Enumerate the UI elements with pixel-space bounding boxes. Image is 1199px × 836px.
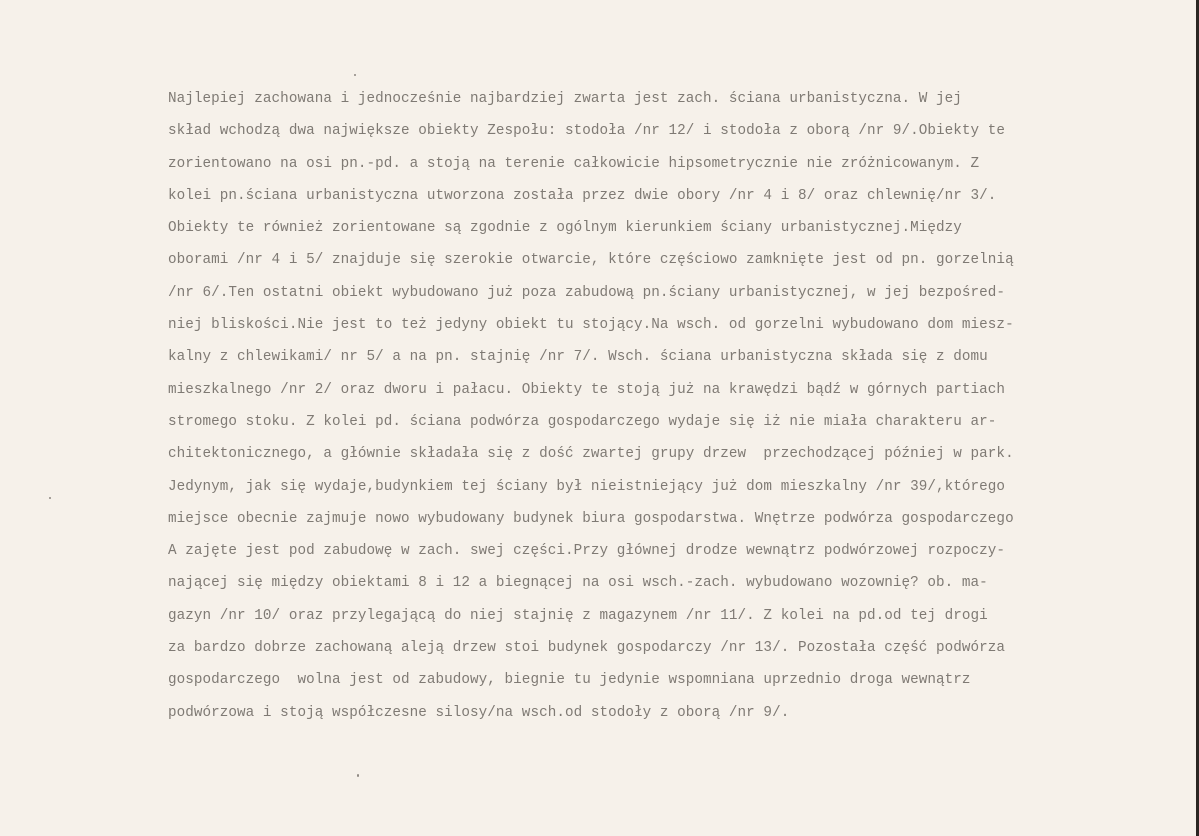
text-line: chitektonicznego, a głównie składała się z dość zwartej grupy drzew przechodzącej później w park. (168, 446, 1014, 463)
text-line: niej bliskości.Nie jest to też jedyny obiekt tu stojący.Na wsch. od gorzelni wybudowano dom miesz- (168, 317, 1014, 334)
text-line: zorientowano na osi pn.-pd. a stoją na terenie całkowicie hipsometrycznie nie zróżnicowanym. Z (168, 155, 980, 172)
text-line: kalny z chlewikami/ nr 5/ a na pn. stajnię /nr 7/. Wsch. ściana urbanistyczna składa się z domu (168, 349, 988, 366)
text-line: podwórzowa i stoją współczesne silosy/na wsch.od stodoły z oborą /nr 9/. (168, 704, 790, 721)
text-line: Najlepiej zachowana i jednocześnie najbardziej zwarta jest zach. ściana urbanistyczna. W jej (168, 91, 962, 107)
text-line: /nr 6/.Ten ostatni obiekt wybudowano już poza zabudową pn.ściany urbanistycznej, w jej bezpośred- (168, 284, 1006, 301)
text-line: gazyn /nr 10/ oraz przylegającą do niej stajnię z magazynem /nr 11/. Z kolei na pd.od tej drogi (168, 607, 988, 624)
text-line: oborami /nr 4 i 5/ znajduje się szerokie otwarcie, które częściowo zamknięte jest od pn. gorzelnią (168, 252, 1014, 269)
ink-speck (49, 497, 51, 499)
text-line: A zajęte jest pod zabudowę w zach. swej części.Przy głównej drodze wewnątrz podwórzowej rozpoczy- (168, 543, 1006, 560)
text-line: stromego stoku. Z kolei pd. ściana podwórza gospodarczego wydaje się iż nie miała charakteru ar- (168, 413, 997, 430)
body-text (168, 83, 1178, 729)
text-line: gospodarczego wolna jest od zabudowy, biegnie tu jedynie wspomniana uprzednio droga wewnątrz (168, 672, 971, 689)
ink-speck (354, 74, 356, 76)
text-line: Jedynym, jak się wydaje,budynkiem tej ściany był nieistniejący już dom mieszkalny /nr 39/,którego (168, 478, 1006, 495)
text-line: Obiekty te również zorientowane są zgodnie z ogólnym kierunkiem ściany urbanistycznej.Między (168, 220, 962, 237)
text-line: miejsce obecnie zajmuje nowo wybudowany budynek biura gospodarstwa. Wnętrze podwórza gospodarczego (168, 510, 1014, 527)
text-line: nającej się między obiektami 8 i 12 a biegnącej na osi wsch.-zach. wybudowano wozownię? ob. ma- (168, 575, 988, 592)
text-line: mieszkalnego /nr 2/ oraz dworu i pałacu. Obiekty te stoją już na krawędzi bądź w górnych partiach (168, 381, 1006, 398)
ink-speck (357, 774, 359, 777)
text-line: za bardzo dobrze zachowaną aleją drzew stoi budynek gospodarczy /nr 13/. Pozostała część podwórza (168, 640, 1006, 657)
text-line: kolei pn.ściana urbanistyczna utworzona została przez dwie obory /nr 4 i 8/ oraz chlewnię/nr 3/. (168, 187, 997, 204)
text-line: skład wchodzą dwa największe obiekty Zespołu: stodoła /nr 12/ i stodoła z oborą /nr 9/.Obiekty te (168, 123, 1006, 140)
